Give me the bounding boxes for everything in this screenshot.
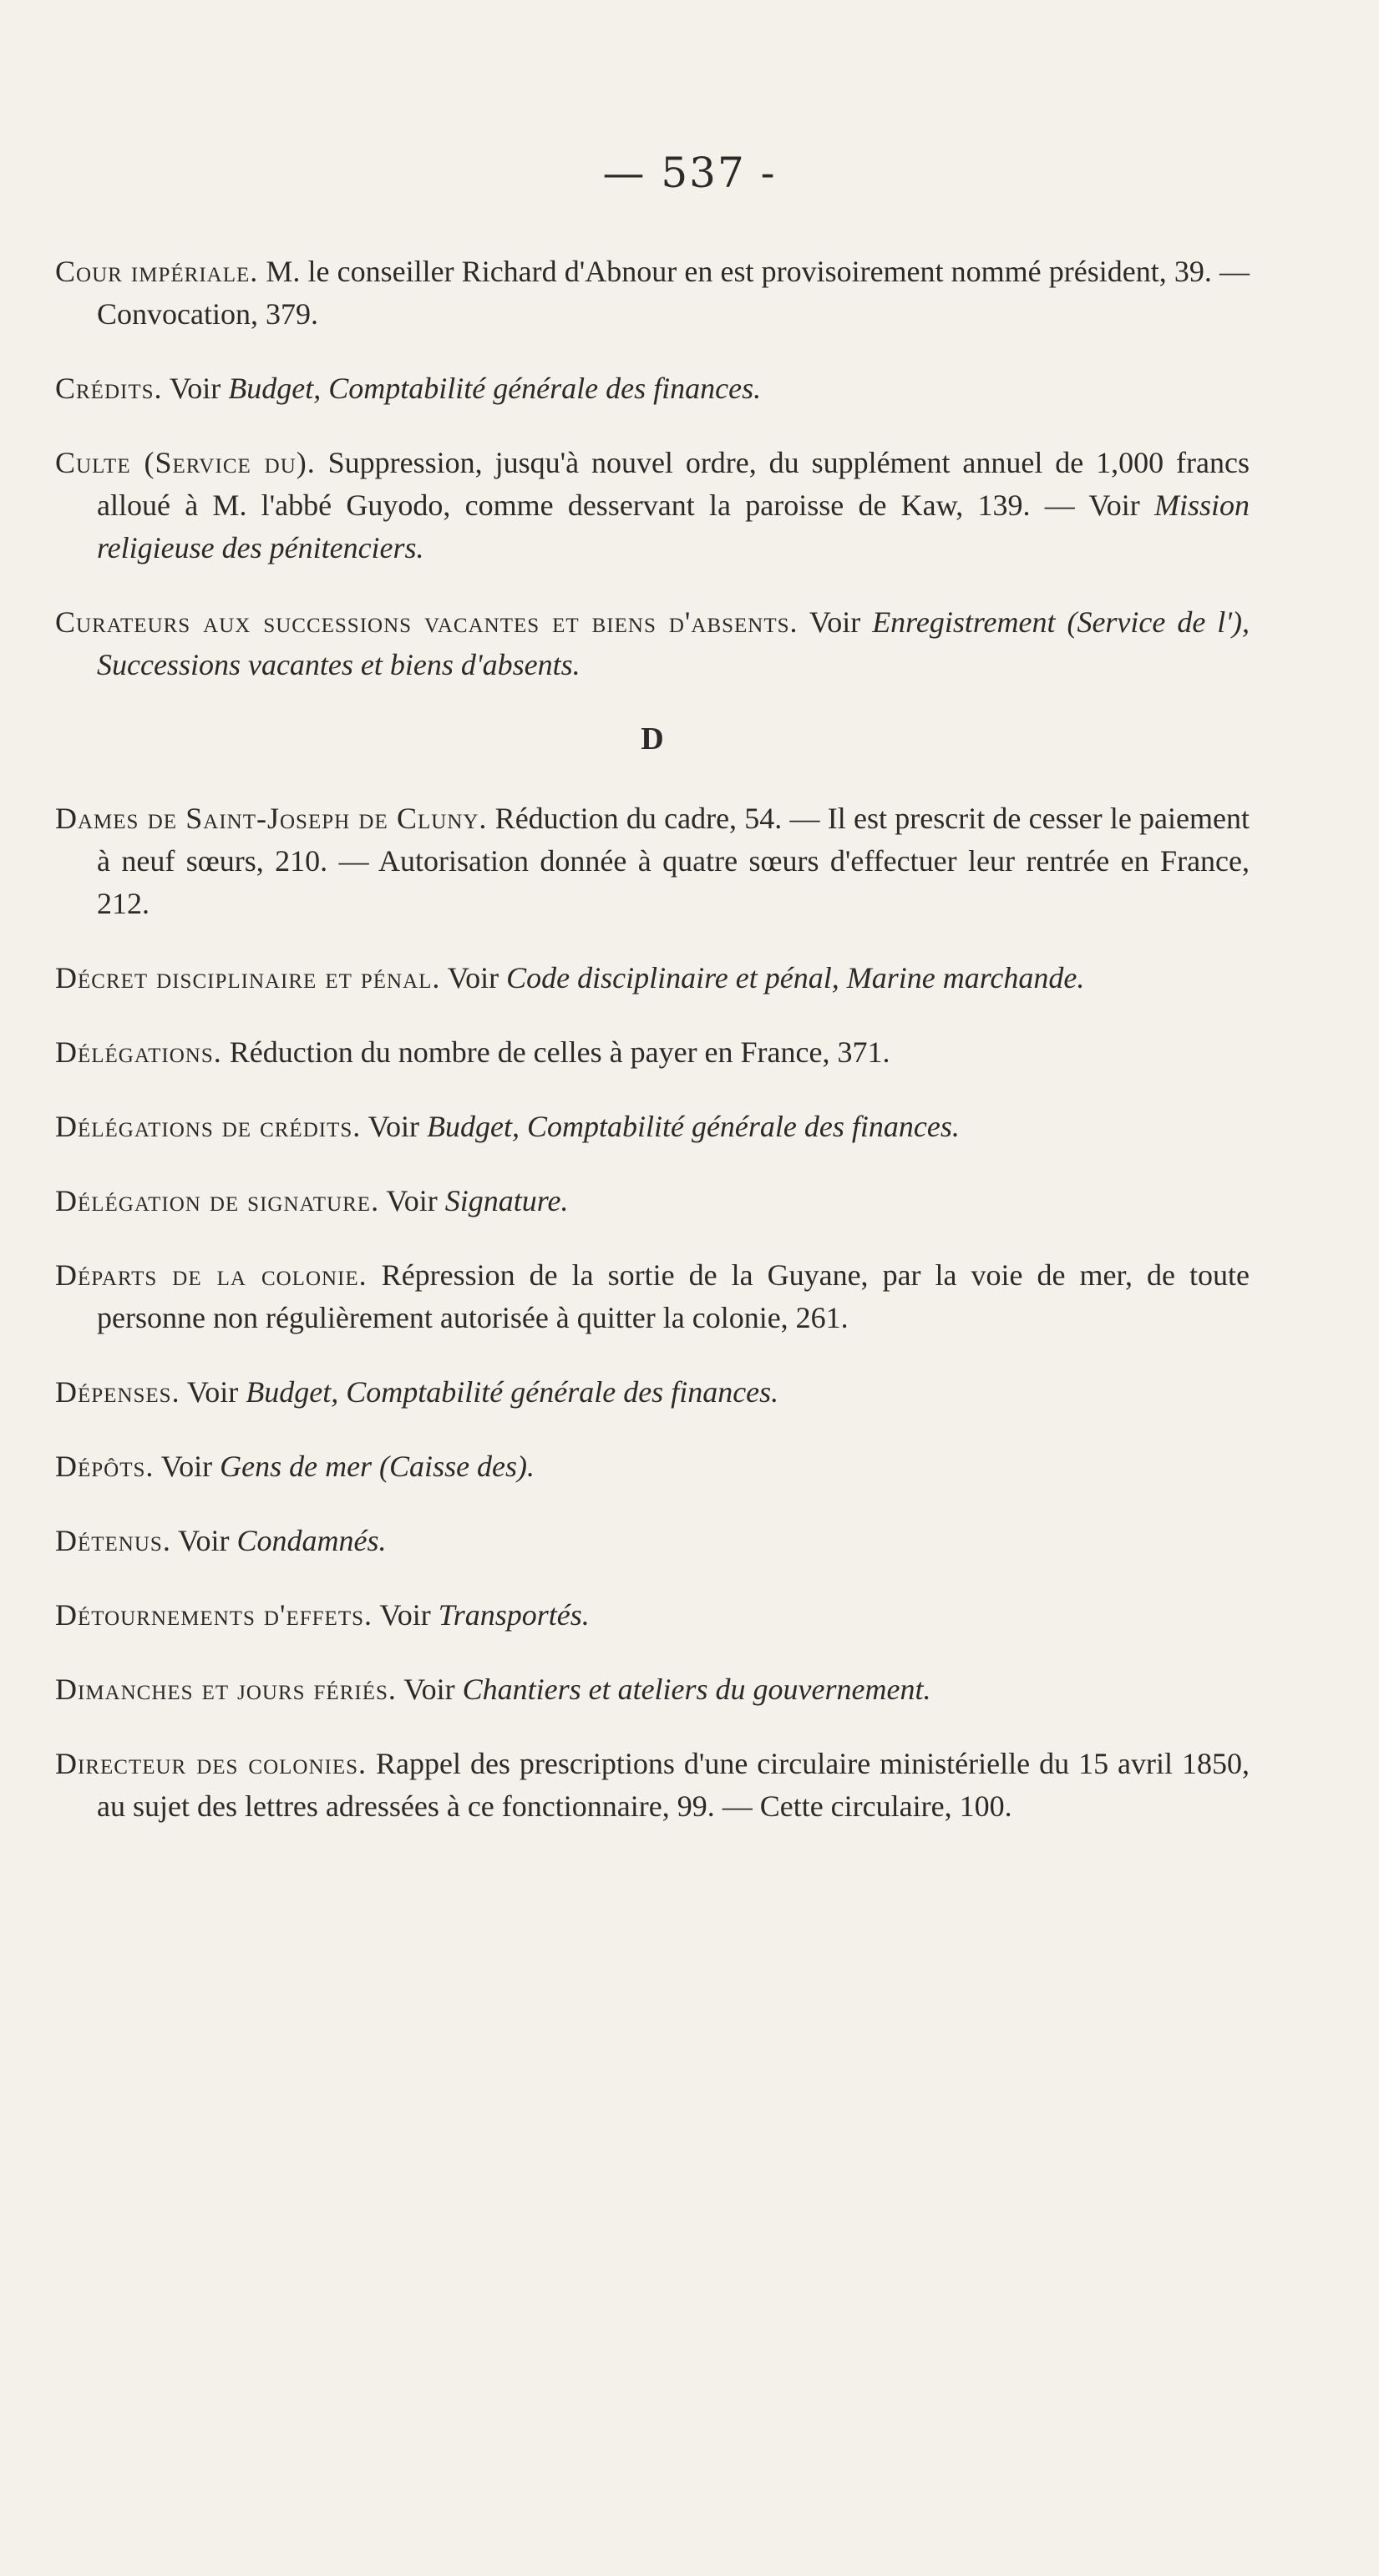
entry-text: Rappel des prescriptions d'une circulaire ministérielle du 15 avril 1850, au sujet des lettres adressées à ce fonctionnaire, 99. — Cette circulaire, 100.: [97, 1747, 1250, 1823]
index-entry: [55, 957, 1250, 1000]
index-entry: [55, 1520, 1250, 1562]
page-number: — 537 -: [602, 149, 777, 197]
index-entry: [55, 1371, 1250, 1414]
entry-head: Délégations de crédits.: [55, 1110, 362, 1143]
entry-refs: Mission religieuse des pénitenciers.: [97, 488, 1250, 564]
entry-see: Voir: [440, 961, 507, 994]
entry-refs: Code disciplinaire et pénal, Marine marchande.: [506, 961, 1085, 994]
index-entry: [55, 797, 1250, 925]
entry-head: Délégations.: [55, 1035, 222, 1069]
entry-text: Répression de la sortie de la Guyane, par la voie de mer, de toute personne non régulièrement autorisée à quitter la colonie, 261.: [97, 1258, 1250, 1334]
entry-see: Voir: [170, 1524, 237, 1557]
entry-head: Détenus.: [55, 1524, 171, 1557]
entry-head: Détournements d'effets.: [55, 1598, 373, 1632]
entry-refs: Chantiers et ateliers du gouvernement.: [462, 1673, 931, 1706]
index-entry: [55, 1180, 1250, 1222]
entry-refs: Gens de mer (Caisse des).: [220, 1450, 535, 1483]
entry-head: Dépenses.: [55, 1375, 180, 1409]
entry-see: Voir: [396, 1673, 463, 1706]
index-entry: [55, 1445, 1250, 1488]
entry-text: Réduction du nombre de celles à payer en France, 371.: [221, 1035, 890, 1069]
index-entry: [55, 442, 1250, 569]
entry-refs: Budget, Comptabilité générale des finances.: [246, 1375, 779, 1409]
entry-head: Cour impériale.: [55, 255, 259, 288]
entry-see: Voir: [373, 1598, 439, 1632]
entry-refs: Condamnés.: [236, 1524, 387, 1557]
index-entry: [55, 367, 1250, 410]
entry-head: Directeur des colonies.: [55, 1747, 368, 1780]
entry-refs: Budget, Comptabilité générale des finances.: [228, 372, 762, 405]
entry-head: Dépôts.: [55, 1450, 155, 1483]
entry-head: Départs de la colonie.: [55, 1258, 368, 1292]
entry-refs: Enregistrement (Service de l'), Successions vacantes et biens d'absents.: [97, 605, 1250, 681]
entry-head: Crédits.: [55, 372, 163, 405]
entry-see: Voir: [162, 372, 229, 405]
index-entry: [55, 601, 1250, 686]
entry-text: Suppression, jusqu'à nouvel ordre, du supplément annuel de 1,000 francs alloué à M. l'abbé Guyodo, comme desservant la paroisse de Kaw, 139. — Voir: [97, 446, 1250, 522]
entry-head: Décret disciplinaire et pénal.: [55, 961, 441, 994]
entry-head: Dimanches et jours fériés.: [55, 1673, 397, 1706]
entry-see: Voir: [154, 1450, 221, 1483]
entry-text: Réduction du cadre, 54. — Il est prescrit de cesser le paiement à neuf sœurs, 210. — Autorisation donnée à quatre sœurs d'effectuer leur rentrée en France, 212.: [97, 802, 1250, 920]
index-entry: [55, 1254, 1250, 1339]
entry-refs: Signature.: [444, 1184, 569, 1217]
entry-see: Voir: [180, 1375, 246, 1409]
entry-see: Voir: [798, 605, 873, 639]
entry-refs: Budget, Comptabilité générale des finances.: [426, 1110, 960, 1143]
index-entry: [55, 1031, 1250, 1074]
index-entry: [55, 1668, 1250, 1711]
entry-text: M. le conseiller Richard d'Abnour en est provisoirement nommé président, 39. —Convocation, 379.: [97, 255, 1250, 331]
entry-head: Curateurs aux successions vacantes et biens d'absents.: [55, 605, 799, 639]
index-entry: [55, 251, 1250, 336]
index-entry: [55, 1594, 1250, 1637]
section-letter: D: [641, 721, 664, 757]
index-entry: [55, 1743, 1250, 1828]
entry-head: Dames de Saint-Joseph de Cluny.: [55, 802, 488, 835]
entry-head: Délégation de signature.: [55, 1184, 380, 1217]
entry-see: Voir: [361, 1110, 427, 1143]
entry-refs: Transportés.: [438, 1598, 590, 1632]
index-entry: [55, 1106, 1250, 1148]
index-entries: [55, 251, 1250, 1860]
entry-head: Culte (Service du).: [55, 446, 316, 479]
entry-see: Voir: [379, 1184, 445, 1217]
